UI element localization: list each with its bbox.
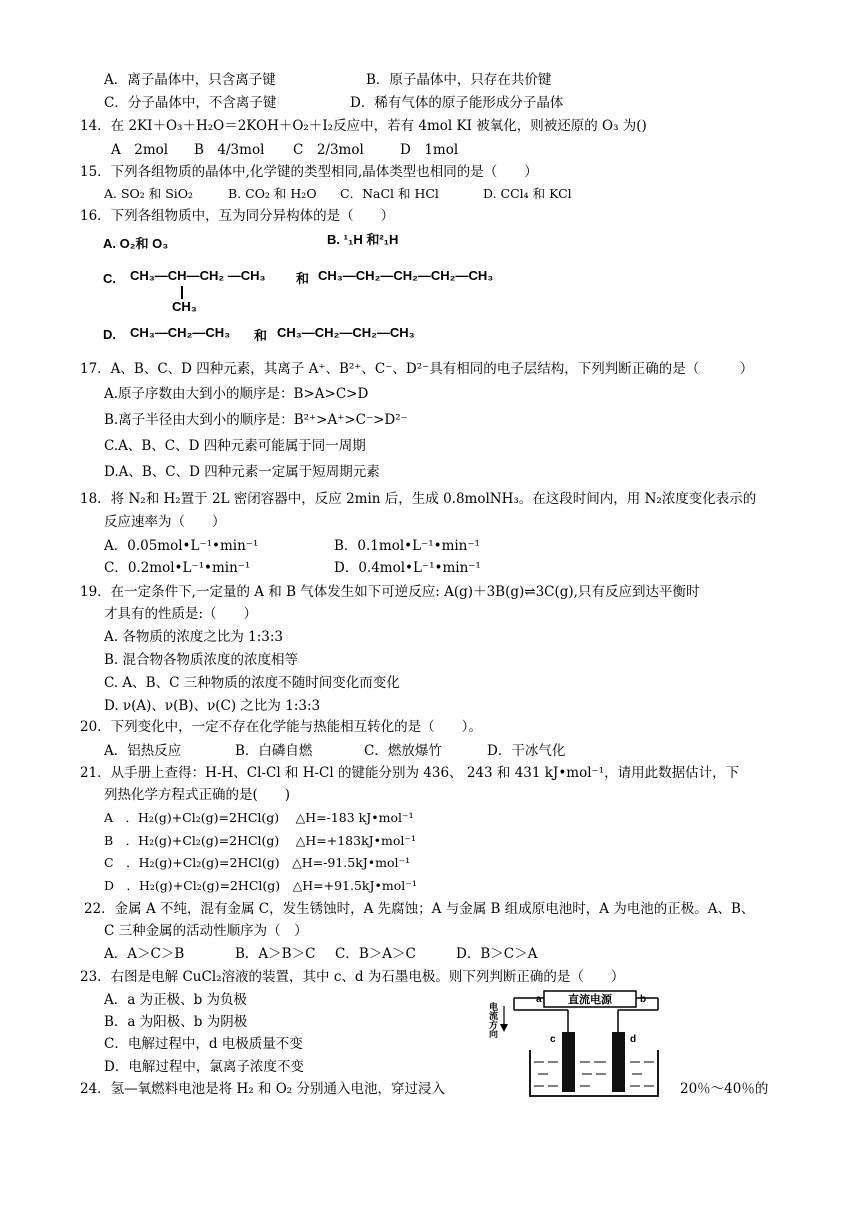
q16-option-b: B. ¹₁H 和²₁H — [327, 232, 399, 247]
q14-stem: 14．在 2KI＋O₃＋H₂O＝2KOH＋O₂＋I₂反应中，若有 4mol KI 被氧化，则被还原的 O₃ 为() — [80, 118, 647, 134]
q21-option-a: A ．H₂(g)+Cl₂(g)=2HCl(g) △H=-183 kJ•mol⁻¹ — [104, 810, 414, 825]
q17-option-b: B.离子半径由大到小的顺序是：B²⁺>A⁺>C⁻>D²⁻ — [104, 412, 408, 428]
q24-stem-left: 24．氢—氧燃料电池是将 H₂ 和 O₂ 分别通入电池，穿过浸入 — [80, 1081, 446, 1097]
q20-option-c: C．燃放爆竹 — [364, 743, 442, 759]
q21-option-c: C ．H₂(g)+Cl₂(g)=2HCl(g) △H=-91.5kJ•mol⁻¹ — [104, 855, 411, 870]
q16-option-c-and: 和 — [296, 271, 310, 286]
q15-option-a: A. SO₂ 和 SiO₂ — [104, 186, 194, 201]
q22-option-b: B．A＞B＞C — [235, 946, 316, 962]
q15-option-d: D. CCl₄ 和 KCl — [483, 186, 572, 201]
terminal-a-label: a — [536, 994, 542, 1005]
q14-option-d: D 1mol — [400, 142, 459, 158]
q14-option-c: C 2/3mol — [293, 142, 364, 158]
electrode-c-label: c — [550, 1034, 556, 1045]
q19-stem-line2: 才具有的性质是:（ ） — [104, 606, 258, 622]
q23-option-d: D．电解过程中，氯离子浓度不变 — [104, 1059, 304, 1075]
q22-option-a: A．A＞C＞B — [104, 946, 185, 962]
q16-branch-bond — [181, 286, 183, 299]
q16-stem: 16．下列各组物质中，互为同分异构体的是（ ） — [80, 208, 395, 224]
q15-option-c: C．NaCl 和 HCl — [340, 186, 439, 201]
q16-option-c-label: C. — [103, 271, 116, 286]
q18-option-b: B．0.1mol•L⁻¹•min⁻¹ — [334, 538, 480, 554]
q22-stem-line1: 22．金属 A 不纯，混有金属 C，发生锈蚀时，A 先腐蚀；A 与金属 B 组成原电池时，A 为电池的正极。A、B、 — [84, 901, 755, 917]
q18-option-d: D．0.4mol•L⁻¹•min⁻¹ — [334, 560, 481, 576]
q14-option-b: B 4/3mol — [194, 142, 265, 158]
q21-stem-line1: 21．从手册上查得：H-H、Cl-Cl 和 H-Cl 的键能分别为 436、 243 和 431 kJ•mol⁻¹，请用此数据估计，下 — [80, 765, 740, 781]
q21-stem-line2: 列热化学方程式正确的是( ) — [104, 787, 291, 803]
q23-option-a: A．a 为正极、b 为负极 — [104, 992, 248, 1008]
electrolysis-apparatus-figure — [490, 990, 670, 1100]
q15-option-b: B. CO₂ 和 H₂O — [228, 186, 317, 201]
q20-stem: 20．下列变化中，一定不存在化学能与热能相互转化的是（ ）。 — [80, 719, 482, 735]
q16-option-d-label: D. — [103, 327, 116, 342]
q17-stem: 17．A、B、C、D 四种元素，其离子 A⁺、B²⁺、C⁻、D²⁻具有相同的电子层结构，下列判断正确的是（ ） — [80, 361, 754, 377]
q22-stem-line2: C 三种金属的活动性顺序为（ ） — [104, 923, 308, 939]
q19-option-c: C. A、B、C 三种物质的浓度不随时间变化而变化 — [104, 675, 400, 691]
q13-option-d: D．稀有气体的原子能形成分子晶体 — [350, 95, 564, 111]
current-direction-label: 电流方向 — [488, 1002, 498, 1038]
q13-option-b: B．原子晶体中，只存在共价键 — [366, 72, 552, 88]
solution-surface — [534, 1062, 654, 1086]
dc-power-label: 直流电源 — [568, 994, 612, 1006]
q18-stem-line2: 反应速率为（ ） — [104, 514, 226, 530]
q16-option-d-left-formula: CH₃—CH₂—CH₃ — [130, 325, 231, 340]
q18-stem-line1: 18．将 N₂和 H₂置于 2L 密闭容器中，反应 2min 后，生成 0.8molNH₃。在这段时间内，用 N₂浓度变化表示的 — [80, 491, 757, 507]
q20-option-b: B．白磷自燃 — [235, 743, 313, 759]
current-direction-arrow-head — [500, 1024, 508, 1032]
beaker — [530, 1050, 658, 1096]
q16-option-c-left-formula: CH₃—CH—CH₂ —CH₃ — [130, 268, 266, 283]
q23-option-b: B．a 为阳极、b 为阴极 — [104, 1014, 248, 1030]
q17-option-c: C.A、B、C、D 四种元素可能属于同一周期 — [104, 438, 366, 454]
q17-option-a: A.原子序数由大到小的顺序是：B>A>C>D — [104, 386, 369, 402]
q16-option-d-and: 和 — [254, 328, 268, 343]
q21-option-b: B ．H₂(g)+Cl₂(g)=2HCl(g) △H=+183kJ•mol⁻¹ — [104, 833, 417, 848]
q20-option-a: A．铝热反应 — [104, 743, 182, 759]
q21-option-d: D ．H₂(g)+Cl₂(g)=2HCl(g) △H=+91.5kJ•mol⁻¹ — [104, 878, 417, 893]
electrode-d — [612, 1032, 625, 1092]
q15-stem: 15．下列各组物质的晶体中,化学键的类型相同,晶体类型也相同的是（ ） — [80, 164, 538, 180]
q20-option-d: D．干冰气化 — [487, 743, 566, 759]
electrode-d-label: d — [630, 1034, 637, 1045]
electrode-c — [562, 1032, 575, 1092]
q16-option-c-right-formula: CH₃—CH₂—CH₂—CH₂—CH₃ — [318, 268, 494, 283]
q19-option-d: D. ν(A)、ν(B)、ν(C) 之比为 1:3:3 — [104, 698, 321, 714]
q18-option-c: C．0.2mol•L⁻¹•min⁻¹ — [104, 560, 251, 576]
terminal-b-label: b — [640, 994, 647, 1005]
q16-option-c-branch: CH₃ — [172, 299, 197, 314]
q23-option-c: C．电解过程中，d 电极质量不变 — [104, 1036, 303, 1052]
q19-stem-line1: 19．在一定条件下,一定量的 A 和 B 气体发生如下可逆反应: A(g)＋3B(g)⇌3C(g),只有反应到达平衡时 — [80, 584, 700, 600]
q24-stem-right: 20％～40％的 — [680, 1081, 769, 1097]
q22-option-c: C．B＞A＞C — [335, 946, 416, 962]
q16-option-d-right-formula: CH₃—CH₂—CH₂—CH₃ — [277, 325, 415, 340]
q16-option-a: A. O₂和 O₃ — [103, 236, 169, 251]
q19-option-b: B. 混合物各物质浓度的浓度相等 — [104, 652, 299, 668]
q23-stem: 23．右图是电解 CuCl₂溶液的装置，其中 c、d 为石墨电极。则下列判断正确的是（ ） — [80, 969, 625, 985]
q13-option-c: C．分子晶体中，不含离子键 — [104, 95, 277, 111]
q14-option-a: A 2mol — [111, 142, 169, 158]
q18-option-a: A．0.05mol•L⁻¹•min⁻¹ — [104, 538, 259, 554]
q19-option-a: A. 各物质的浓度之比为 1:3:3 — [104, 629, 283, 645]
q22-option-d: D．B＞C＞A — [456, 946, 538, 962]
q17-option-d: D.A、B、C、D 四种元素一定属于短周期元素 — [104, 464, 380, 480]
q13-option-a: A．离子晶体中，只含离子键 — [104, 72, 276, 88]
